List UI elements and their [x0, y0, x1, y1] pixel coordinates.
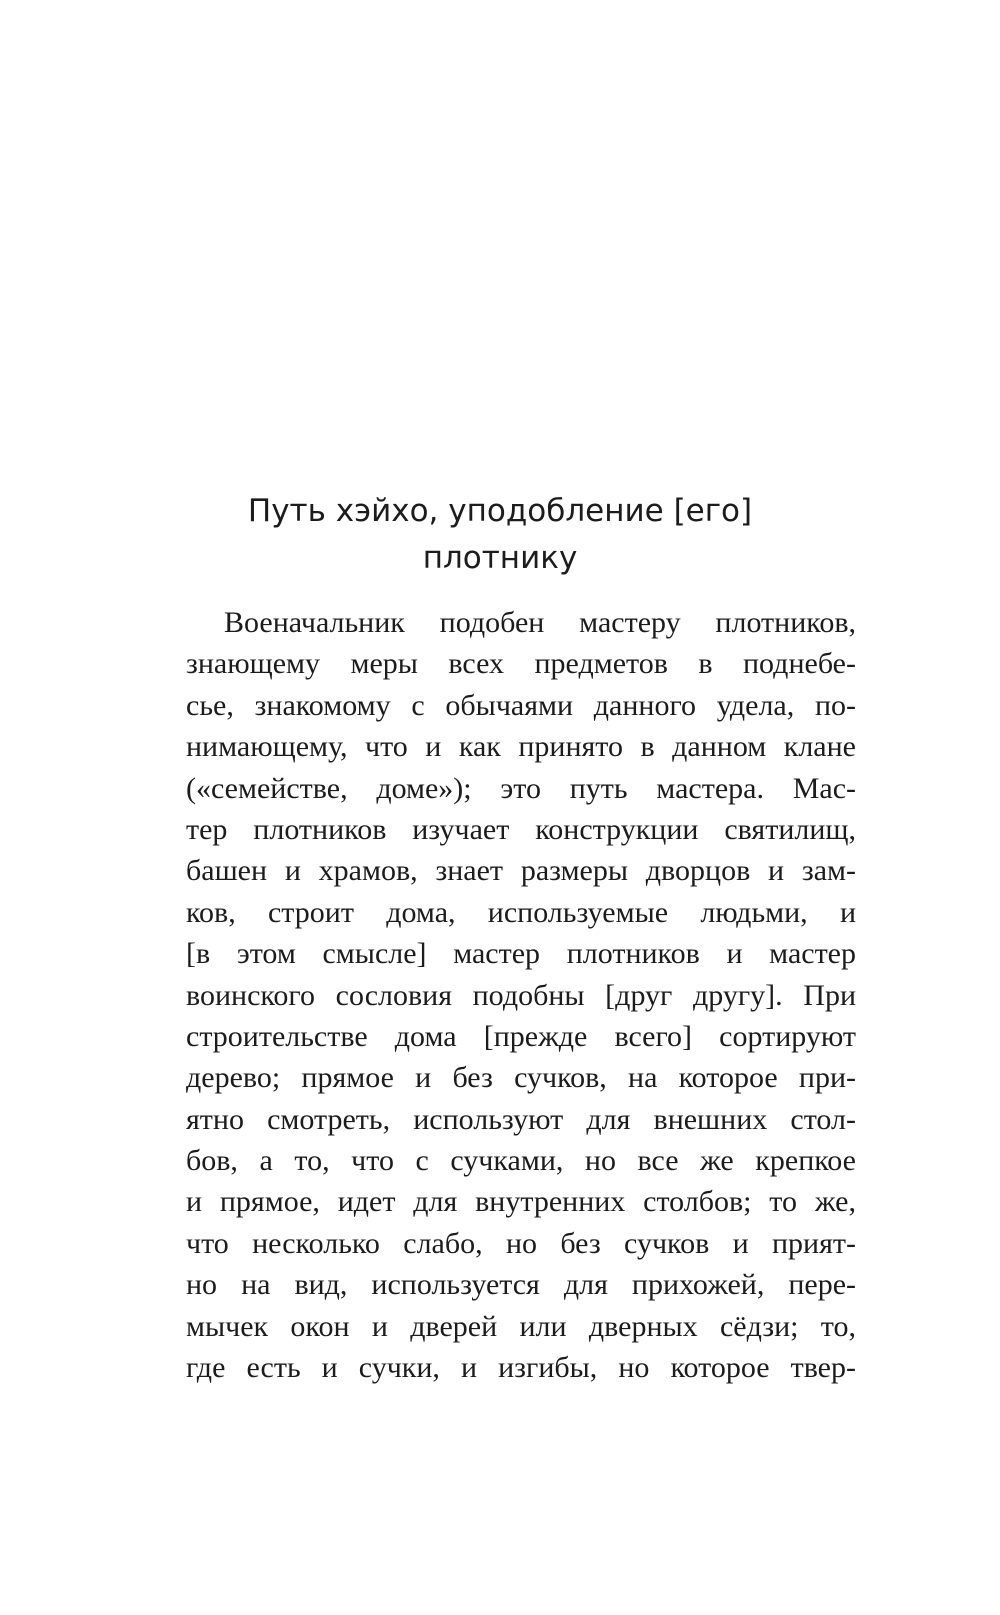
paragraph-line: воинского сословия подобны [друг другу]. При — [186, 978, 856, 1012]
paragraph-line: дерево; прямое и без сучков, на которое при- — [186, 1061, 856, 1095]
paragraph-line: мычек окон и дверей или дверных сёдзи; то, — [186, 1309, 856, 1343]
paragraph-line: что несколько слабо, но без сучков и прият- — [186, 1226, 856, 1260]
chapter-heading — [0, 488, 1000, 582]
paragraph-line: где есть и сучки, и изгибы, но которое твер- — [186, 1351, 856, 1385]
paragraph-line: строительстве дома [прежде всего] сортируют — [186, 1019, 856, 1053]
paragraph-line: но на вид, используется для прихожей, пере- — [186, 1268, 856, 1302]
paragraph-line: и прямое, идет для внутренних столбов; то же, — [186, 1185, 856, 1219]
paragraph-line: знающему меры всех предметов в поднебе- — [186, 647, 856, 681]
heading-line: плотнику — [422, 540, 578, 576]
paragraph-line: бов, а то, что с сучками, но все же крепкое — [186, 1144, 856, 1178]
paragraph-line: ятно смотреть, используют для внешних стол- — [186, 1102, 856, 1136]
paragraph-line: ков, строит дома, используемые людьми, и — [186, 895, 856, 929]
paragraph-line: тер плотников изучает конструкции святилищ, — [186, 812, 856, 846]
paragraph-line: [в этом смысле] мастер плотников и мастер — [186, 937, 856, 971]
heading-line: Путь хэйхо, уподобление [его] — [247, 493, 753, 529]
paragraph-line: Военачальник подобен мастеру плотников, — [224, 606, 856, 639]
paragraph-line: («семействе, доме»); это путь мастера. Мас- — [186, 771, 856, 805]
paragraph-line: нимающему, что и как принято в данном клане — [186, 730, 856, 764]
paragraph-line: сье, знакомому с обычаями данного удела, по- — [186, 688, 856, 722]
body-paragraph — [186, 602, 856, 1388]
paragraph-line: башен и храмов, знает размеры дворцов и зам- — [186, 854, 856, 888]
